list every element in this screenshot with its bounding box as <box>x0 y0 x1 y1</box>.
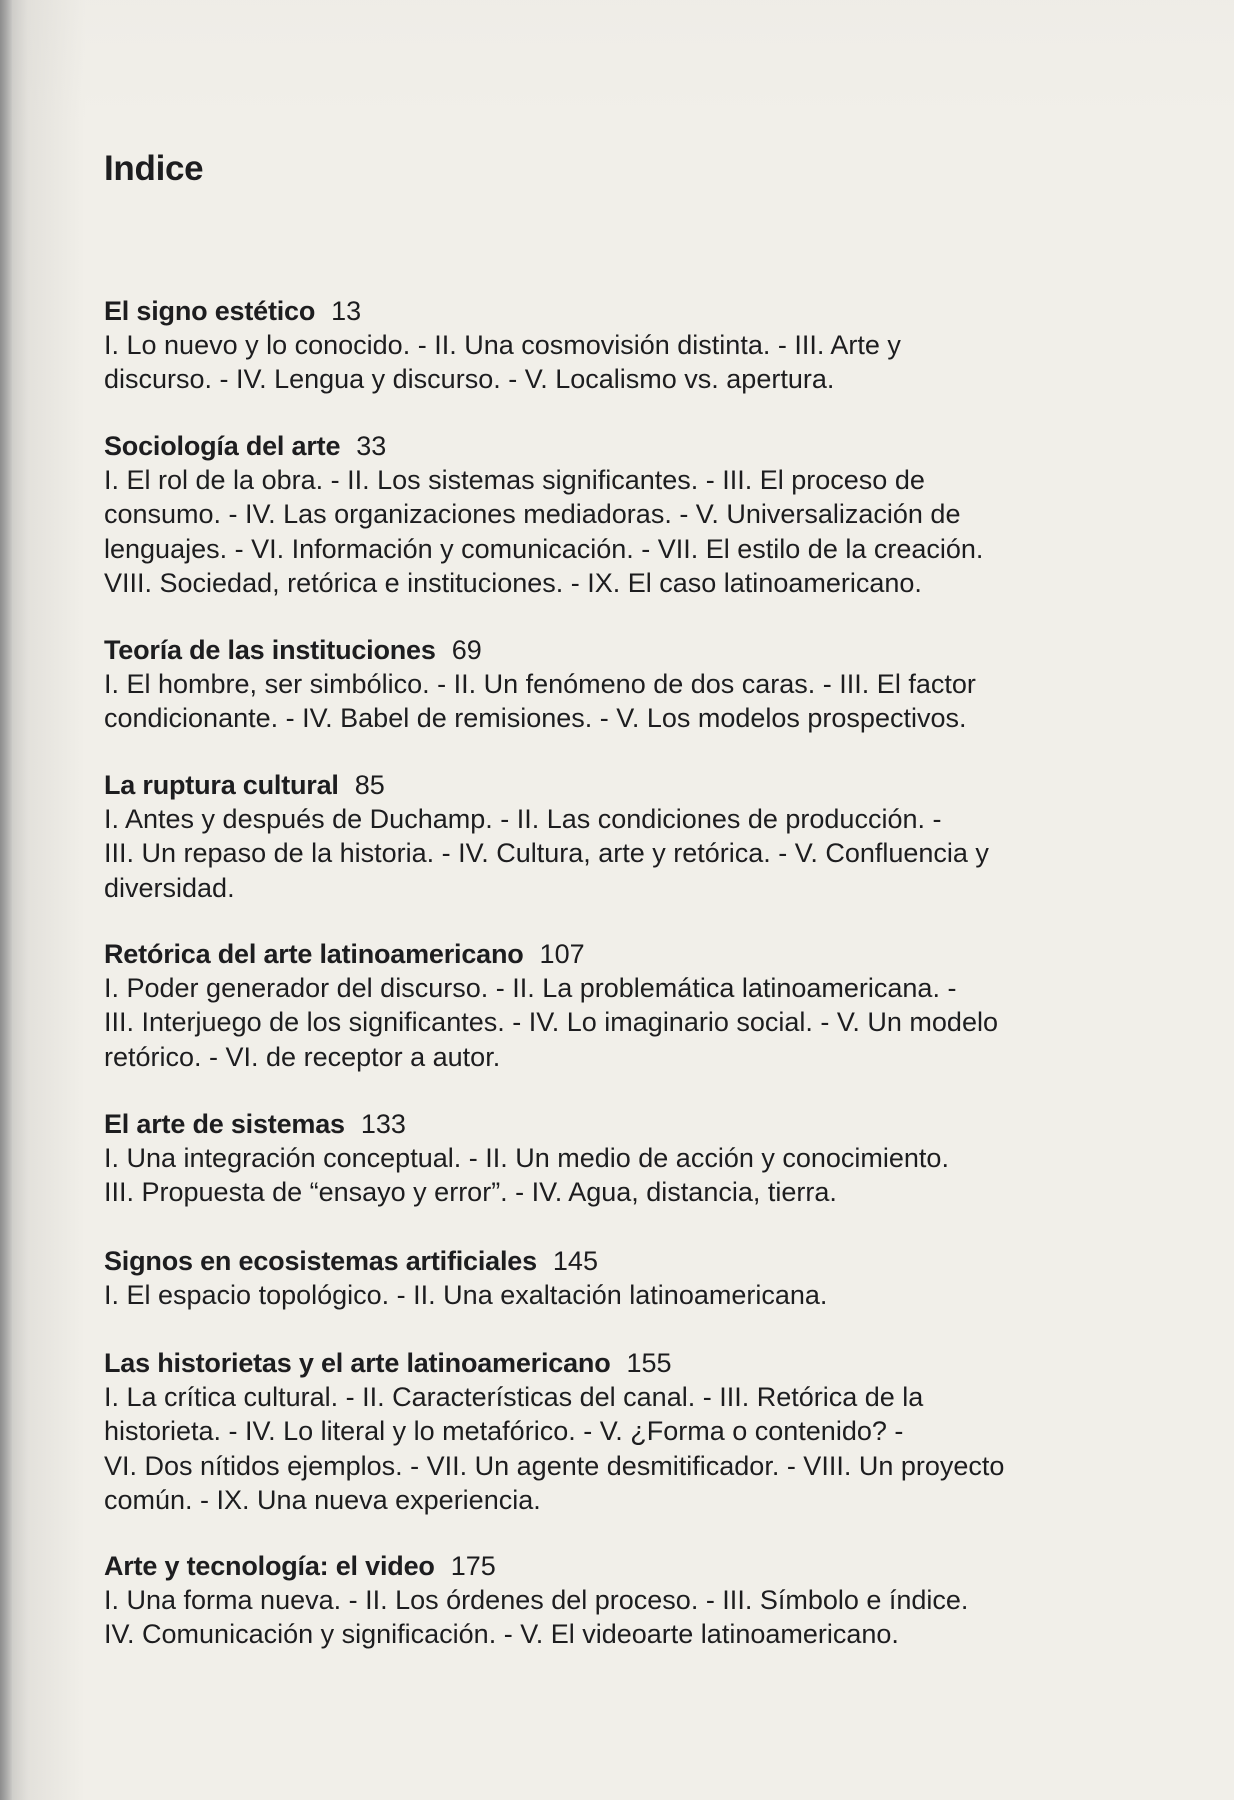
page-spine-shadow <box>0 0 12 1800</box>
toc-entry-line: I. La crítica cultural. - II. Características del canal. - III. Retórica de la <box>104 1382 924 1412</box>
toc-entry-title: Signos en ecosistemas artificiales <box>104 1246 537 1276</box>
toc-entry-line: I. Poder generador del discurso. - II. La problemática latinoamericana. - <box>104 973 957 1003</box>
toc-entry-description <box>104 328 1114 397</box>
toc-entry-line: discurso. - IV. Lengua y discurso. - V. Localismo vs. apertura. <box>104 364 835 395</box>
toc-entry-line: I. Antes y después de Duchamp. - II. Las condiciones de producción. - <box>104 804 942 834</box>
toc-entry-description <box>104 1380 1114 1518</box>
toc-entry-arte-y-tecnologia-el-video <box>104 1549 1114 1652</box>
toc-entry-line: lenguajes. - VI. Información y comunicación. - VII. El estilo de la creación. <box>104 533 984 564</box>
page-title: Indice <box>104 149 204 188</box>
toc-entry-el-arte-de-sistemas <box>104 1107 1114 1210</box>
toc-entry-page-number: 145 <box>552 1246 598 1276</box>
toc-entry-heading <box>104 429 1114 463</box>
toc-entry-title: Sociología del arte <box>104 431 341 461</box>
toc-entry-description <box>104 463 1114 601</box>
toc-entry-description <box>104 1278 1114 1312</box>
toc-entry-sociologia-del-arte <box>104 429 1114 601</box>
toc-entry-line: III. Interjuego de los significantes. - IV. Lo imaginario social. - V. Un modelo <box>104 1007 998 1038</box>
toc-entry-line: VIII. Sociedad, retórica e instituciones. - IX. El caso latinoamericano. <box>104 568 922 599</box>
toc-entry-signos-en-ecosistemas-artificiales <box>104 1244 1114 1312</box>
toc-entry-title: Arte y tecnología: el video <box>104 1551 435 1581</box>
toc-entry-teoria-de-las-instituciones <box>104 633 1114 736</box>
toc-entry-line: diversidad. <box>104 872 235 903</box>
toc-entry-line: I. El espacio topológico. - II. Una exaltación latinoamericana. <box>104 1280 828 1310</box>
toc-entry-line: I. El rol de la obra. - II. Los sistemas significantes. - III. El proceso de <box>104 465 925 495</box>
toc-entry-heading <box>104 1346 1114 1380</box>
toc-entry-heading <box>104 768 1114 802</box>
toc-entry-description <box>104 971 1114 1074</box>
toc-entry-line: I. Una integración conceptual. - II. Un medio de acción y conocimiento. <box>104 1143 949 1173</box>
toc-entry-heading <box>104 1244 1114 1278</box>
toc-entry-page-number: 85 <box>354 770 385 800</box>
toc-entry-title: La ruptura cultural <box>104 770 339 800</box>
toc-entry-heading <box>104 633 1114 667</box>
toc-entry-title: El arte de sistemas <box>104 1109 345 1139</box>
toc-entry-retorica-del-arte-latinoamericano <box>104 937 1114 1074</box>
toc-entry-la-ruptura-cultural <box>104 768 1114 905</box>
toc-entry-line: III. Propuesta de “ensayo y error”. - IV. Agua, distancia, tierra. <box>104 1177 837 1208</box>
toc-entry-line: IV. Comunicación y significación. - V. El videoarte latinoamericano. <box>104 1619 899 1650</box>
toc-entry-title: Las historietas y el arte latinoamericano <box>104 1348 611 1378</box>
toc-entry-line: I. Lo nuevo y lo conocido. - II. Una cosmovisión distinta. - III. Arte y <box>104 330 901 360</box>
toc-entry-heading <box>104 294 1114 328</box>
toc-entry-page-number: 33 <box>356 431 387 461</box>
toc-entry-las-historietas-y-el-arte-latinoamericano <box>104 1346 1114 1518</box>
toc-entry-heading <box>104 1549 1114 1583</box>
toc-entry-line: III. Un repaso de la historia. - IV. Cultura, arte y retórica. - V. Confluencia y <box>104 838 989 869</box>
toc-entry-heading <box>104 937 1114 971</box>
toc-entry-line: condicionante. - IV. Babel de remisiones. - V. Los modelos prospectivos. <box>104 703 967 734</box>
toc-entry-page-number: 133 <box>360 1109 406 1139</box>
toc-entry-page-number: 175 <box>450 1551 496 1581</box>
toc-entry-line: I. El hombre, ser simbólico. - II. Un fenómeno de dos caras. - III. El factor <box>104 669 976 699</box>
toc-entry-description <box>104 802 1114 905</box>
toc-entry-page-number: 155 <box>626 1348 672 1378</box>
toc-entry-line: retórico. - VI. de receptor a autor. <box>104 1041 501 1072</box>
toc-entry-title: Retórica del arte latinoamericano <box>104 939 524 969</box>
toc-entry-line: común. - IX. Una nueva experiencia. <box>104 1485 541 1516</box>
toc-entry-page-number: 13 <box>331 296 362 326</box>
toc-entry-heading <box>104 1107 1114 1141</box>
toc-entry-line: VI. Dos nítidos ejemplos. - VII. Un agente desmitificador. - VIII. Un proyecto <box>104 1450 1005 1481</box>
toc-entry-page-number: 69 <box>451 635 482 665</box>
toc-entry-page-number: 107 <box>539 939 585 969</box>
toc-entry-description <box>104 1141 1114 1210</box>
toc-entry-description <box>104 1583 1114 1652</box>
toc-entry-line: consumo. - IV. Las organizaciones mediadoras. - V. Universalización de <box>104 499 961 530</box>
toc-entry-el-signo-estetico <box>104 294 1114 397</box>
toc-entry-line: I. Una forma nueva. - II. Los órdenes del proceso. - III. Símbolo e índice. <box>104 1585 969 1615</box>
toc-entry-title: El signo estético <box>104 296 316 326</box>
toc-entry-description <box>104 667 1114 736</box>
toc-entry-line: historieta. - IV. Lo literal y lo metafórico. - V. ¿Forma o contenido? - <box>104 1416 904 1447</box>
toc-entry-title: Teoría de las instituciones <box>104 635 436 665</box>
